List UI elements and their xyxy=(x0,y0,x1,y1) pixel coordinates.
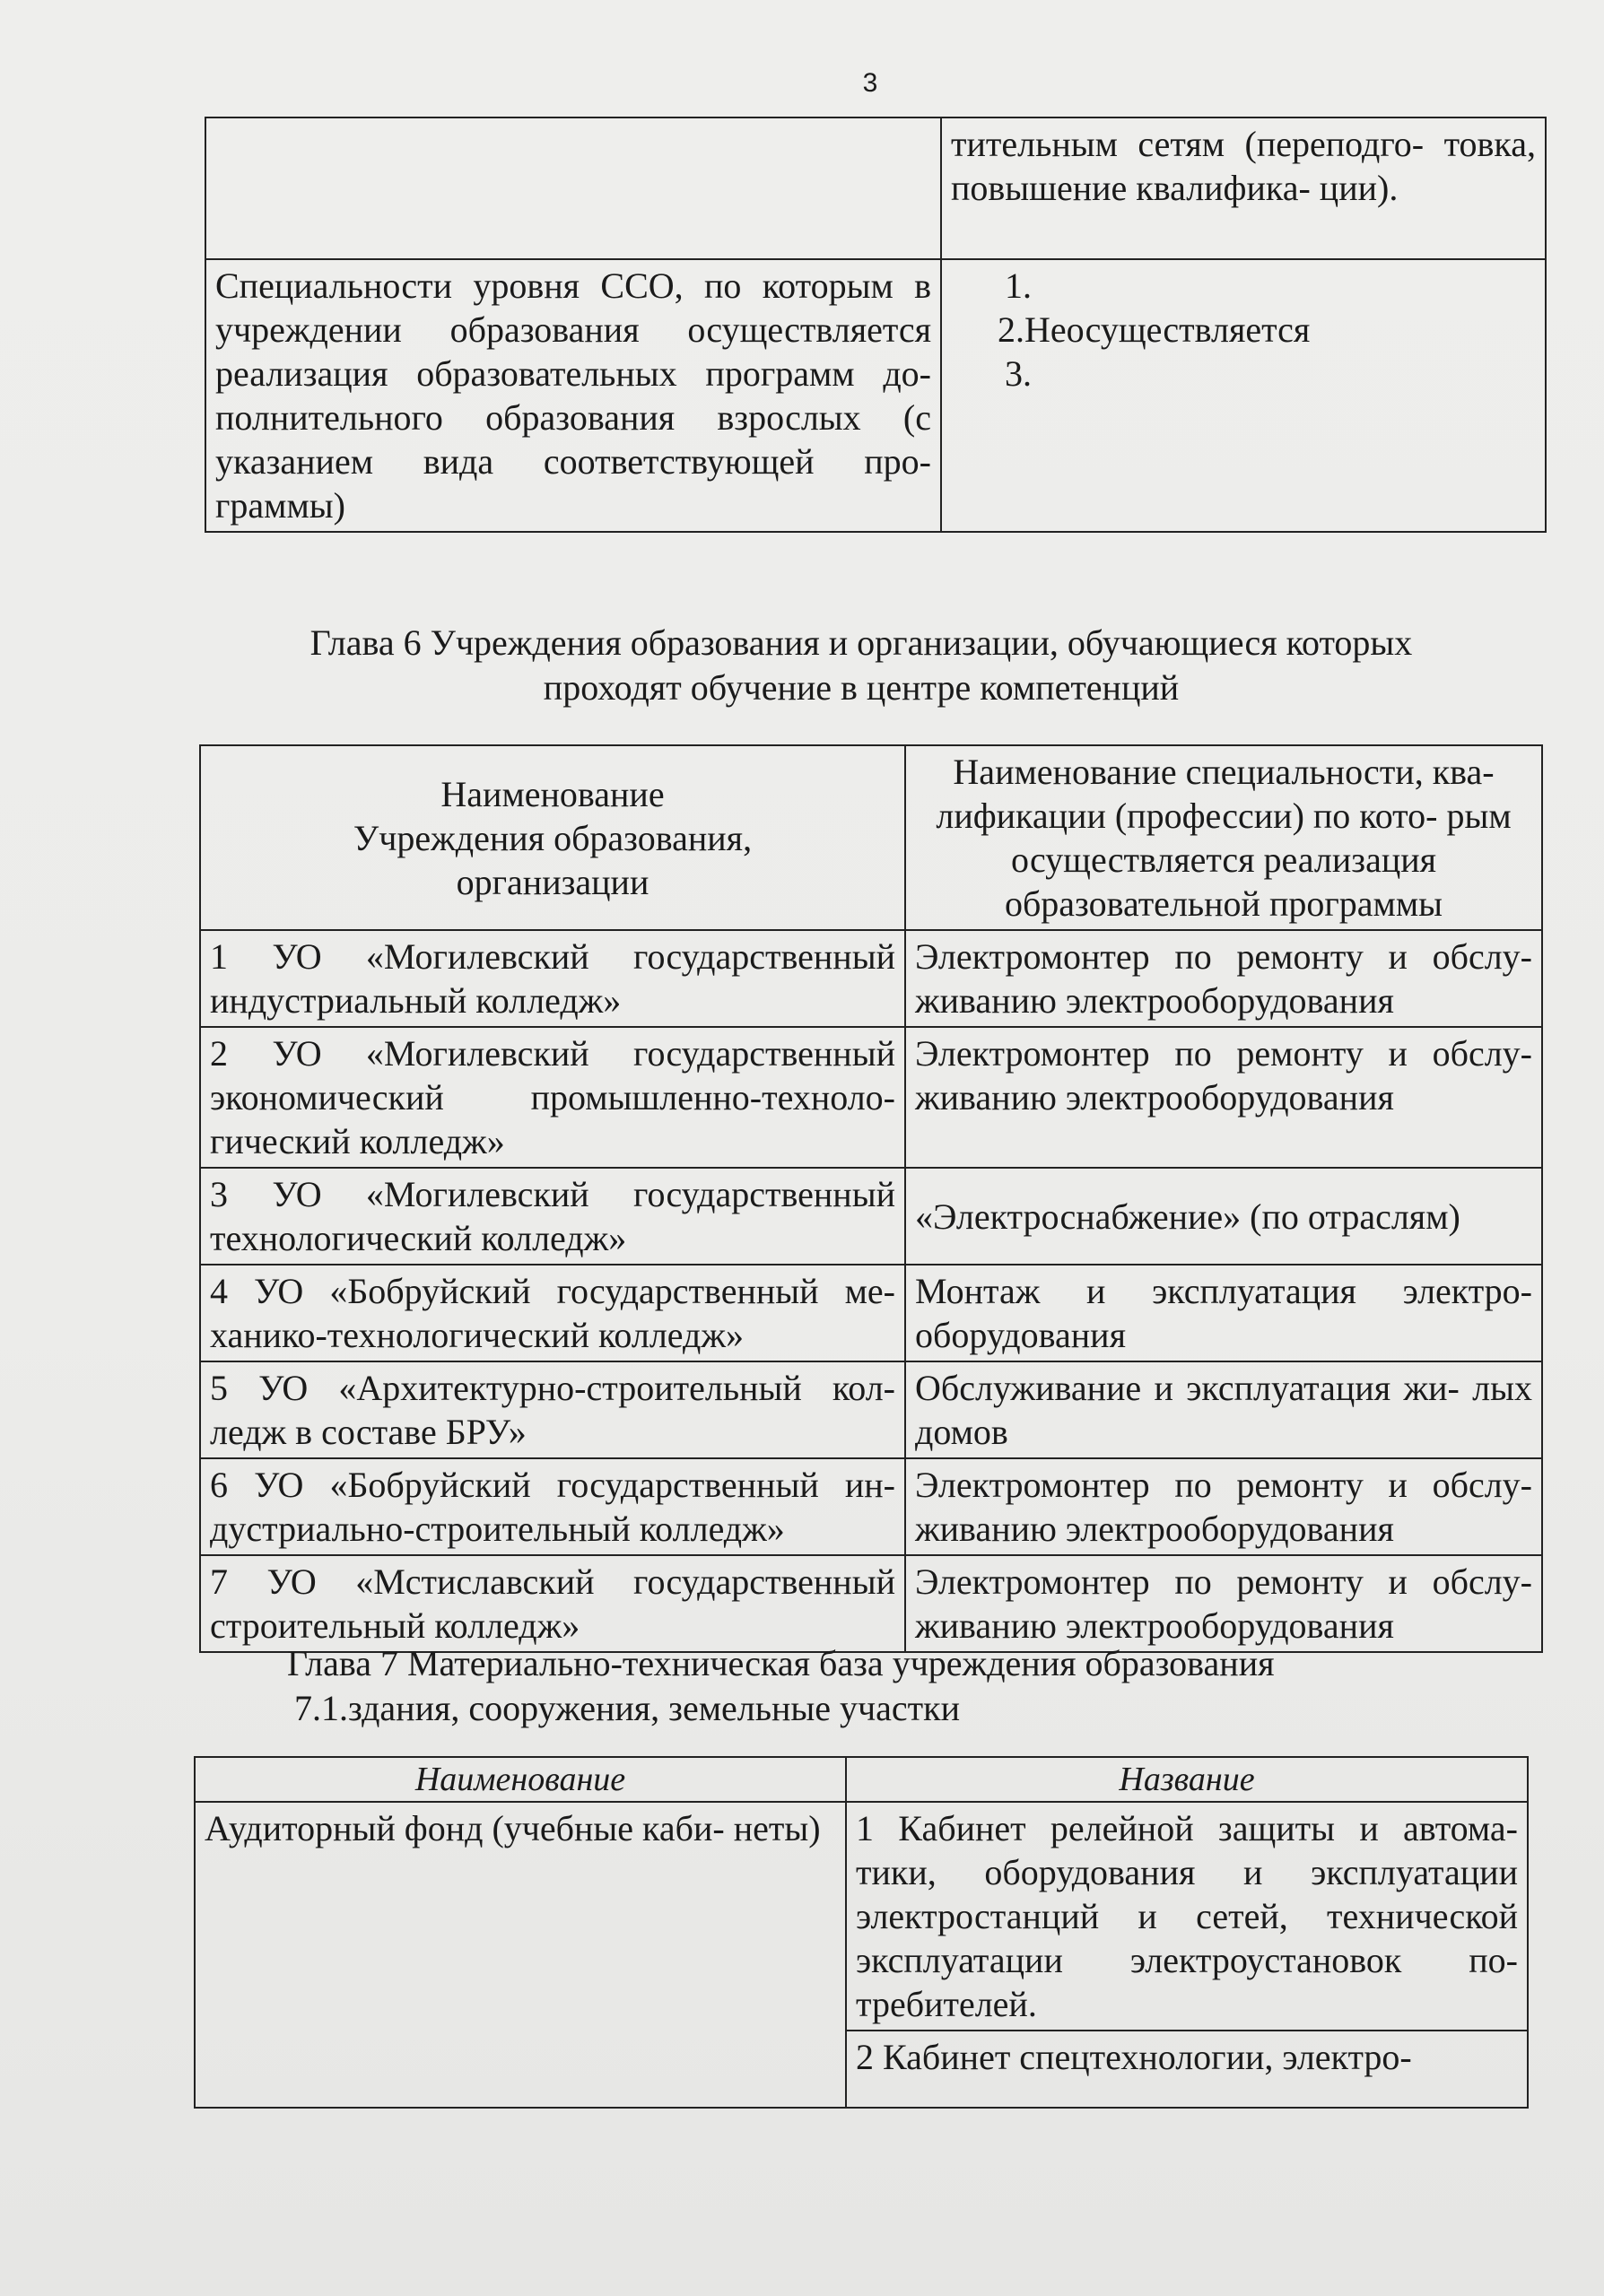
chapter-6-heading-line: Глава 6 Учреждения образования и организации, обучающиеся которых xyxy=(309,622,1413,663)
column-header-line: Учреждения образования, xyxy=(353,817,753,858)
table-cell: тительным сетям (переподго- товка, повышение квалифика- ции). xyxy=(941,117,1546,259)
table-cell xyxy=(205,117,941,259)
institution-cell: 3 УО «Могилевский государственный технологический колледж» xyxy=(200,1168,905,1265)
chapter-7-heading-line: 7.1.здания, сооружения, земельные участки xyxy=(294,1688,960,1728)
column-header-line: организации xyxy=(456,861,649,902)
table-header-row xyxy=(195,1757,1528,1802)
program-cell: Электромонтер по ремонту и обслу- живанию электрооборудования xyxy=(905,1555,1542,1652)
program-cell: Электромонтер по ремонту и обслу- живанию электрооборудования xyxy=(905,930,1542,1027)
list-item: 2.Неосуществляется xyxy=(998,309,1311,350)
chapter-6-heading-line: проходят обучение в центре компетенций xyxy=(543,667,1180,708)
program-cell: Монтаж и эксплуатация электро- оборудования xyxy=(905,1265,1542,1361)
buildings-table xyxy=(194,1756,1529,2109)
institution-cell: 5 УО «Архитектурно-строительный кол- ледж в составе БРУ» xyxy=(200,1361,905,1458)
program-cell: Электромонтер по ремонту и обслу- живанию электрооборудования xyxy=(905,1458,1542,1555)
page-number: 3 xyxy=(862,68,878,98)
list-item: 3. xyxy=(1005,353,1032,394)
table-cell: Специальности уровня ССО, по которым в учреждении образования осуществляется реализация образовательных программ до- полнительного образования взрослых (с указанием вида соответствующей про- граммы) xyxy=(205,259,941,532)
table-cell xyxy=(941,259,1546,532)
institution-cell: 6 УО «Бобруйский государственный ин- дустриально-строительный колледж» xyxy=(200,1458,905,1555)
program-cell: Электромонтер по ремонту и обслу- живанию электрооборудования xyxy=(905,1027,1542,1168)
adult-education-table xyxy=(205,117,1547,533)
table-row xyxy=(195,1802,1528,2031)
chapter-7-heading xyxy=(287,1641,1453,1731)
column-header: Наименование xyxy=(195,1757,846,1802)
column-header: Название xyxy=(846,1757,1528,1802)
institution-cell: 1 УО «Могилевский государственный индустриальный колледж» xyxy=(200,930,905,1027)
institution-cell: 2 УО «Могилевский государственный экономический промышленно-техноло- гический колледж» xyxy=(200,1027,905,1168)
institution-cell: 7 УО «Мстиславский государственный строительный колледж» xyxy=(200,1555,905,1652)
institutions-table xyxy=(199,744,1543,1653)
table-row xyxy=(200,1265,1542,1361)
program-cell: «Электроснабжение» (по отраслям) xyxy=(905,1168,1542,1265)
table-row xyxy=(200,1361,1542,1458)
table-row xyxy=(200,1027,1542,1168)
institution-cell: 4 УО «Бобруйский государственный ме- ханико-технологический колледж» xyxy=(200,1265,905,1361)
column-header xyxy=(200,745,905,930)
chapter-7-heading-line: Глава 7 Материально-техническая база учреждения образования xyxy=(287,1643,1275,1683)
column-header: Наименование специальности, ква- лификации (профессии) по кото- рым осуществляется реализация образовательной программы xyxy=(905,745,1542,930)
list-item: 1. xyxy=(1005,265,1032,306)
table-row xyxy=(200,1168,1542,1265)
table-row xyxy=(205,259,1546,532)
table-header-row xyxy=(200,745,1542,930)
chapter-6-heading xyxy=(224,621,1498,710)
table-cell: 1 Кабинет релейной защиты и автома- тики, оборудования и эксплуатации электростанций и сетей, технической эксплуатации электроустановок по- требителей. xyxy=(846,1802,1528,2031)
column-header-line: Наименование xyxy=(440,773,665,814)
table-row xyxy=(200,1458,1542,1555)
table-row xyxy=(200,1555,1542,1652)
table-cell: Аудиторный фонд (учебные каби- неты) xyxy=(195,1802,846,2108)
table-cell: 2 Кабинет спецтехнологии, электро- xyxy=(846,2031,1528,2108)
table-row xyxy=(200,930,1542,1027)
table-row xyxy=(205,117,1546,259)
program-cell: Обслуживание и эксплуатация жи- лых домов xyxy=(905,1361,1542,1458)
